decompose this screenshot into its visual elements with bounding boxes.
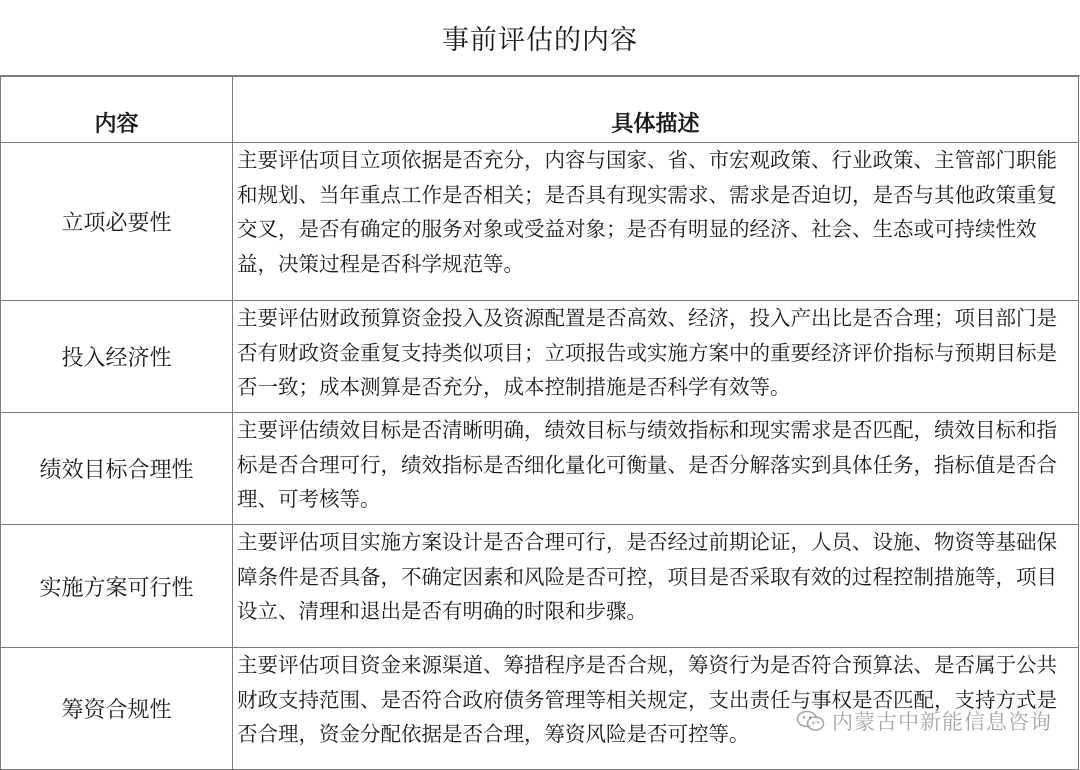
evaluation-table — [0, 76, 1079, 770]
row-description: 主要评估项目实施方案设计是否合理可行，是否经过前期论证，人员、设施、物资等基础保障条件是否具备，不确定因素和风险是否可控，项目是否采取有效的过程控制措施等，项目设立、清理和退出是否有明确的时限和步骤。 — [233, 525, 1079, 648]
table-row — [1, 143, 1079, 301]
table-header-row — [1, 77, 1079, 143]
row-description: 主要评估财政预算资金投入及资源配置是否高效、经济，投入产出比是否合理；项目部门是否有财政资金重复支持类似项目；立项报告或实施方案中的重要经济评价指标与预期目标是否一致；成本测算是否充分，成本控制措施是否科学有效等。 — [233, 301, 1079, 413]
row-name: 立项必要性 — [1, 143, 233, 301]
row-description: 主要评估绩效目标是否清晰明确，绩效目标与绩效指标和现实需求是否匹配，绩效目标和指标是否合理可行，绩效指标是否细化量化可衡量、是否分解落实到具体任务，指标值是否合理、可考核等。 — [233, 413, 1079, 525]
title-bar — [0, 0, 1080, 76]
watermark — [796, 706, 1052, 736]
header-description: 具体描述 — [233, 77, 1079, 143]
row-name: 绩效目标合理性 — [1, 413, 233, 525]
wechat-icon — [796, 709, 826, 733]
header-content: 内容 — [1, 77, 233, 143]
table-row — [1, 301, 1079, 413]
page-title: 事前评估的内容 — [442, 25, 638, 56]
table-row — [1, 413, 1079, 525]
row-name: 筹资合规性 — [1, 648, 233, 770]
row-description: 主要评估项目立项依据是否充分，内容与国家、省、市宏观政策、行业政策、主管部门职能和规划、当年重点工作是否相关；是否具有现实需求、需求是否迫切，是否与其他政策重复交叉，是否有确定的服务对象或受益对象；是否有明显的经济、社会、生态或可持续性效益，决策过程是否科学规范等。 — [233, 143, 1079, 301]
row-description: 主要评估项目资金来源渠道、筹措程序是否合规，筹资行为是否符合预算法、是否属于公共财政支持范围、是否符合政府债务管理等相关规定，支出责任与事权是否匹配，支持方式是否合理，资金分配依据是否合理，筹资风险是否可控等。 — [233, 648, 1079, 770]
table-row — [1, 525, 1079, 648]
row-name: 投入经济性 — [1, 301, 233, 413]
row-name: 实施方案可行性 — [1, 525, 233, 648]
watermark-text: 内蒙古中新能信息咨询 — [832, 710, 1052, 734]
